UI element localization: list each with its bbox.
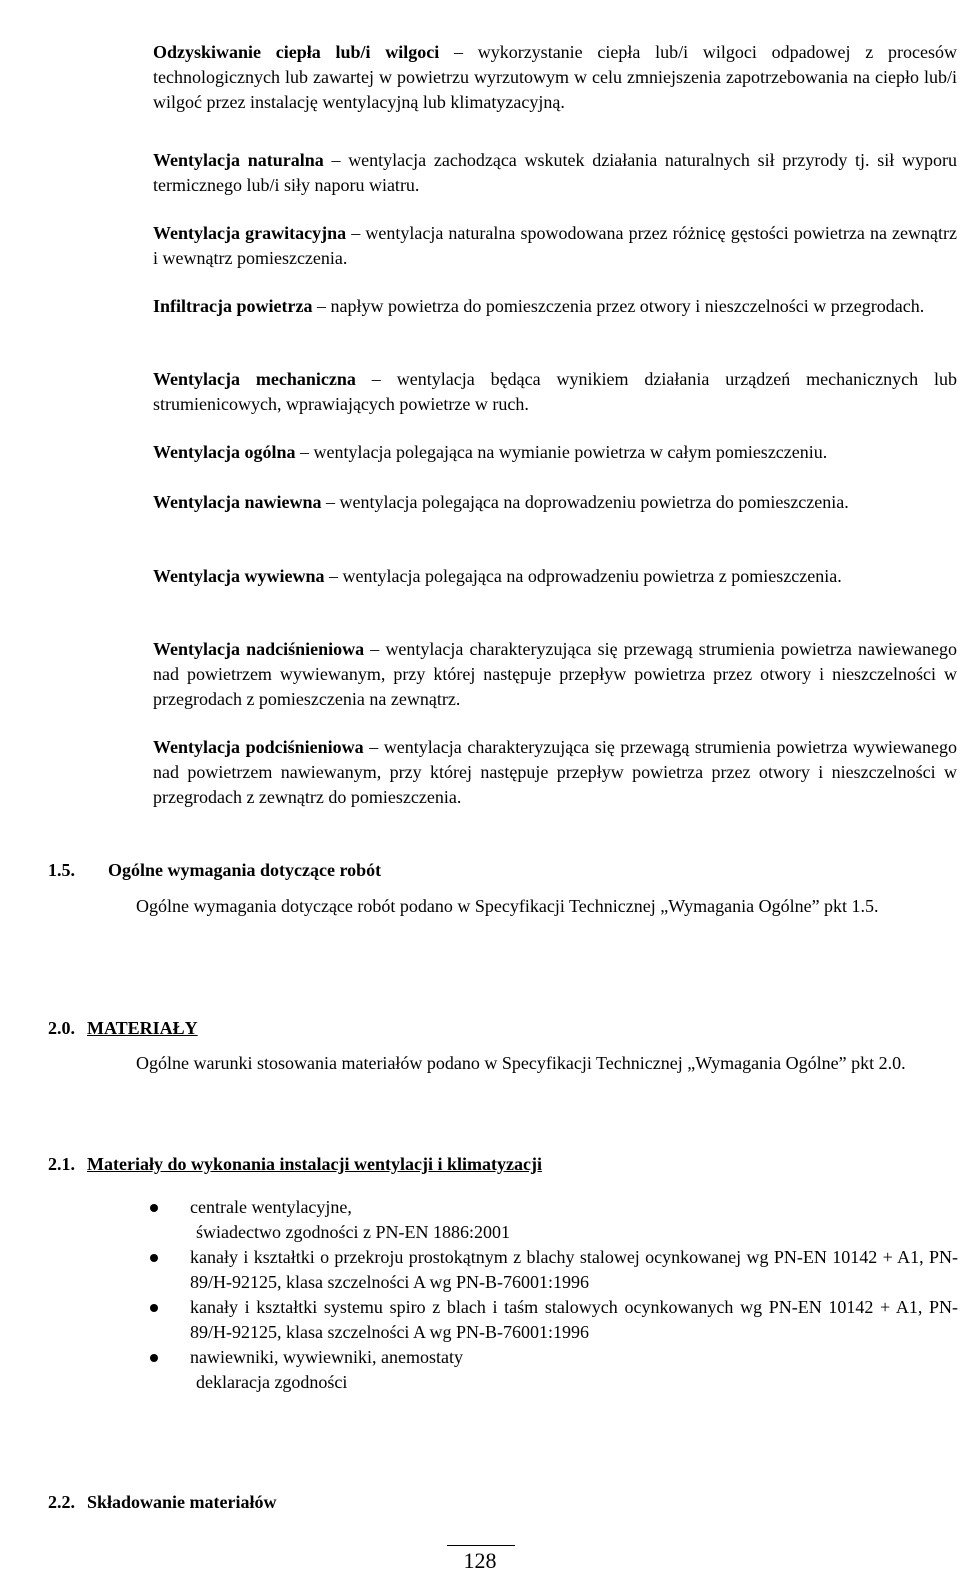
- definition-text: wentylacja polegająca na wymianie powietrza w całym pomieszczeniu.: [313, 442, 828, 462]
- list-item-text: kanały i kształtki o przekroju prostokątnym z blachy stalowej ocynkowanej wg PN-EN 10142 + A1, PN-89/H-92125, klasa szczelności A wg PN-B-76001:1996: [190, 1247, 958, 1292]
- list-item: [150, 1295, 958, 1345]
- definition-term: Wentylacja naturalna: [153, 150, 324, 170]
- definition-text: wentylacja polegająca na doprowadzeniu powietrza do pomieszczenia.: [339, 492, 849, 512]
- section-title: MATERIAŁY: [87, 1018, 198, 1038]
- definition-term: Wentylacja podciśnieniowa: [153, 737, 364, 757]
- definition-dash: –: [312, 296, 331, 316]
- definition-text: wentylacja charakteryzująca się przewagą strumienia powietrza nawiewanego nad powietrzem wywiewanym, przy której następuje przepływ powietrza przez otwory i nieszczelności w przegrodach z pomieszczenia na zewnątrz.: [153, 639, 957, 709]
- definition-term: Infiltracja powietrza: [153, 296, 313, 316]
- section-body: Ogólne wymagania dotyczące robót podano w Specyfikacji Technicznej „Wymagania Ogólne” pkt 1.5.: [136, 896, 879, 916]
- section-title: Składowanie materiałów: [87, 1492, 277, 1512]
- list-item-subtext: świadectwo zgodności z PN-EN 1886:2001: [196, 1222, 510, 1242]
- definition-exhaust-ventilation: [153, 564, 957, 589]
- definition-text: wentylacja zachodząca wskutek działania naturalnych sił przyrody tj. sił wyporu termicznego lub/i siły naporu wiatru.: [153, 150, 957, 195]
- section-number: 1.5.: [48, 860, 75, 880]
- section-body: Ogólne warunki stosowania materiałów podano w Specyfikacji Technicznej „Wymagania Ogólne” pkt 2.0.: [136, 1053, 906, 1073]
- definition-text: wykorzystanie ciepła lub/i wilgoci odpadowej z procesów technologicznych lub zawartej w powietrzu wyrzutowym w celu zmniejszenia zapotrzebowania na ciepło lub/i wilgoć przez instalację wentylacyjną lub klimatyzacyjną.: [153, 42, 957, 112]
- section-number: 2.1.: [48, 1154, 75, 1174]
- bullet-icon: [150, 1354, 158, 1362]
- list-item-text: kanały i kształtki systemu spiro z blach i taśm stalowych ocynkowanych wg PN-EN 10142 + A1, PN-89/H-92125, klasa szczelności A wg PN-B-76001:1996: [190, 1297, 958, 1342]
- definition-dash: –: [295, 442, 314, 462]
- definition-air-infiltration: [153, 294, 957, 319]
- page-number: 128: [463, 1548, 497, 1573]
- materials-list: [150, 1195, 958, 1395]
- list-item: [150, 1345, 958, 1395]
- definition-underpressure-ventilation: [153, 735, 957, 810]
- definition-natural-ventilation: [153, 148, 957, 198]
- definition-overpressure-ventilation: [153, 637, 957, 712]
- definition-term: Wentylacja nawiewna: [153, 492, 322, 512]
- definition-supply-ventilation: [153, 490, 957, 515]
- section-number: 2.0.: [48, 1018, 75, 1038]
- definition-term: Wentylacja mechaniczna: [153, 369, 356, 389]
- definition-heat-recovery: [153, 40, 957, 115]
- definition-text: wentylacja będąca wynikiem działania urządzeń mechanicznych lub strumienicowych, wprawiających powietrze w ruch.: [153, 369, 957, 414]
- section-title: Materiały do wykonania instalacji wentylacji i klimatyzacji: [87, 1154, 542, 1174]
- definition-term: Wentylacja wywiewna: [153, 566, 325, 586]
- section-number: 2.2.: [48, 1492, 75, 1512]
- definition-text: wentylacja polegająca na odprowadzeniu powietrza z pomieszczenia.: [342, 566, 842, 586]
- definition-dash: –: [439, 42, 478, 62]
- definition-term: Wentylacja ogólna: [153, 442, 296, 462]
- list-item: [150, 1245, 958, 1295]
- definition-dash: –: [346, 223, 366, 243]
- definition-term: Wentylacja grawitacyjna: [153, 223, 347, 243]
- list-item-text: nawiewniki, wywiewniki, anemostaty: [190, 1347, 463, 1367]
- bullet-icon: [150, 1204, 158, 1212]
- bullet-icon: [150, 1304, 158, 1312]
- definition-dash: –: [324, 566, 343, 586]
- definition-text: wentylacja charakteryzująca się przewagą strumienia powietrza wywiewanego nad powietrzem nawiewanym, przy której następuje przepływ powietrza przez otwory i nieszczelności w przegrodach z zewnątrz do pomieszczenia.: [153, 737, 958, 807]
- section-title: Ogólne wymagania dotyczące robót: [108, 860, 382, 880]
- definition-term: Odzyskiwanie ciepła lub/i wilgoci: [153, 42, 440, 62]
- definition-dash: –: [364, 639, 386, 659]
- list-item: [150, 1195, 958, 1245]
- definition-general-ventilation: [153, 440, 957, 465]
- definition-text: wentylacja naturalna spowodowana przez różnicę gęstości powietrza na zewnątrz i wewnątrz pomieszczenia.: [153, 223, 958, 268]
- definition-dash: –: [321, 492, 340, 512]
- definition-dash: –: [355, 369, 397, 389]
- definition-gravity-ventilation: [153, 221, 957, 271]
- list-item-subtext: deklaracja zgodności: [196, 1372, 348, 1392]
- definition-dash: –: [363, 737, 384, 757]
- bullet-icon: [150, 1254, 158, 1262]
- definition-text: napływ powietrza do pomieszczenia przez otwory i nieszczelności w przegrodach.: [330, 296, 925, 316]
- definition-dash: –: [323, 150, 349, 170]
- definition-term: Wentylacja nadciśnieniowa: [153, 639, 365, 659]
- definition-mechanical-ventilation: [153, 367, 957, 417]
- footer-rule: [447, 1545, 515, 1546]
- list-item-text: centrale wentylacyjne,: [190, 1197, 352, 1217]
